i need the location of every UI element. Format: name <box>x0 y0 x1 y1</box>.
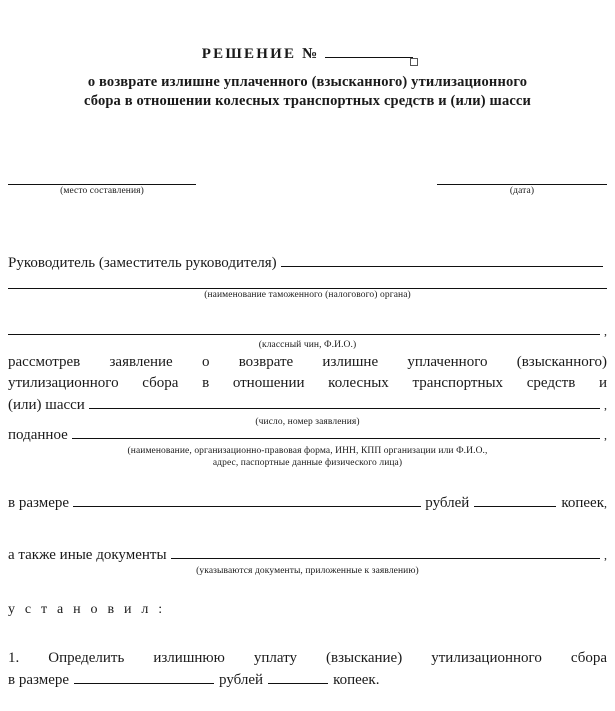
application-paragraph-line-3: (или) шасси <box>8 397 85 413</box>
official-rank-caption: (классный чин, Ф.И.О.) <box>258 340 357 350</box>
place-date-row <box>0 184 615 197</box>
place-field-group <box>8 184 196 197</box>
resolution-item-1-rubles-label: рублей <box>219 672 264 688</box>
document-subtitle-line-1: о возврате излишне уплаченного (взысканного) утилизационного <box>87 74 528 90</box>
submitted-by-caption-line-1: (наименование, организационно-правовая форма, ИНН, КПП организации или Ф.И.О., <box>127 446 488 456</box>
application-paragraph <box>8 352 607 428</box>
amount-kopecks-label: копеек <box>561 495 604 511</box>
official-org-caption: (наименование таможенного (налогового) органа) <box>204 290 411 300</box>
resolution-item-1-rubles-field[interactable] <box>74 669 214 684</box>
resolution-heading: у с т а н о в и л : <box>8 602 166 617</box>
amount-kopecks-field[interactable] <box>474 492 556 507</box>
application-number-field[interactable] <box>89 394 600 409</box>
official-rank-tail: , <box>604 324 607 338</box>
amount-rubles-field[interactable] <box>73 492 421 507</box>
official-rank-group <box>8 320 607 351</box>
other-documents-label: а также иные документы <box>8 547 167 563</box>
document-number-rule <box>325 44 413 58</box>
official-label: Руководитель (заместитель руководителя) <box>8 255 277 271</box>
application-paragraph-line-1: рассмотрев заявление о возврате излишне уплаченного (взысканного) <box>8 354 607 370</box>
square-marker-icon <box>410 58 418 66</box>
other-documents-field[interactable] <box>171 544 600 559</box>
date-field-group <box>437 184 607 197</box>
amount-inline-row <box>8 492 607 513</box>
other-documents-group <box>8 544 607 577</box>
amount-tail: , <box>604 496 607 510</box>
resolution-item-1-kopecks-field[interactable] <box>268 669 328 684</box>
submitted-by-tail: , <box>604 428 607 442</box>
other-documents-caption: (указываются документы, приложенные к заявлению) <box>196 566 419 576</box>
resolution-item-1-amount-row <box>8 669 607 691</box>
other-documents-row <box>8 544 607 565</box>
document-title-word: РЕШЕНИЕ <box>201 46 297 62</box>
resolution-item-1-kopecks-label: копеек. <box>333 672 380 688</box>
resolution-item-1-prefix: в размере <box>8 672 70 688</box>
submitted-by-field[interactable] <box>72 424 600 439</box>
application-paragraph-tail: , <box>604 398 607 412</box>
place-caption: (место составления) <box>60 186 144 196</box>
submitted-by-row <box>8 424 607 445</box>
date-caption: (дата) <box>509 186 535 196</box>
official-rank-row <box>8 320 607 339</box>
submitted-by-caption <box>8 445 607 469</box>
submitted-by-caption-line-2: адрес, паспортные данные физического лица) <box>212 458 403 468</box>
submitted-by-label: поданное <box>8 427 68 443</box>
document-number-field[interactable] <box>325 44 413 58</box>
other-documents-tail: , <box>604 548 607 562</box>
application-number-caption: (число, номер заявления) <box>255 417 360 427</box>
resolution-item-1-line-1: 1. Определить излишнюю уплату (взыскание) утилизационного сбора <box>8 650 607 666</box>
amount-label: в размере <box>8 495 70 511</box>
document-subtitle <box>43 73 573 111</box>
amount-rubles-label: рублей <box>425 495 470 511</box>
application-paragraph-line-2: утилизационного сбора в отношении колесных транспортных средств и <box>8 375 607 391</box>
official-org-group <box>8 288 607 301</box>
document-title <box>8 0 607 63</box>
official-row <box>8 252 607 273</box>
resolution-item-1 <box>8 648 607 691</box>
submitted-by-group <box>8 424 607 469</box>
application-number-row <box>8 394 607 416</box>
official-name-field[interactable] <box>281 252 603 267</box>
document-subtitle-line-2: сбора в отношении колесных транспортных средств и (или) шасси <box>83 93 532 109</box>
number-sign: № <box>302 46 318 62</box>
official-label-row <box>8 252 607 273</box>
amount-row <box>8 492 607 513</box>
official-rank-field[interactable] <box>8 320 600 335</box>
